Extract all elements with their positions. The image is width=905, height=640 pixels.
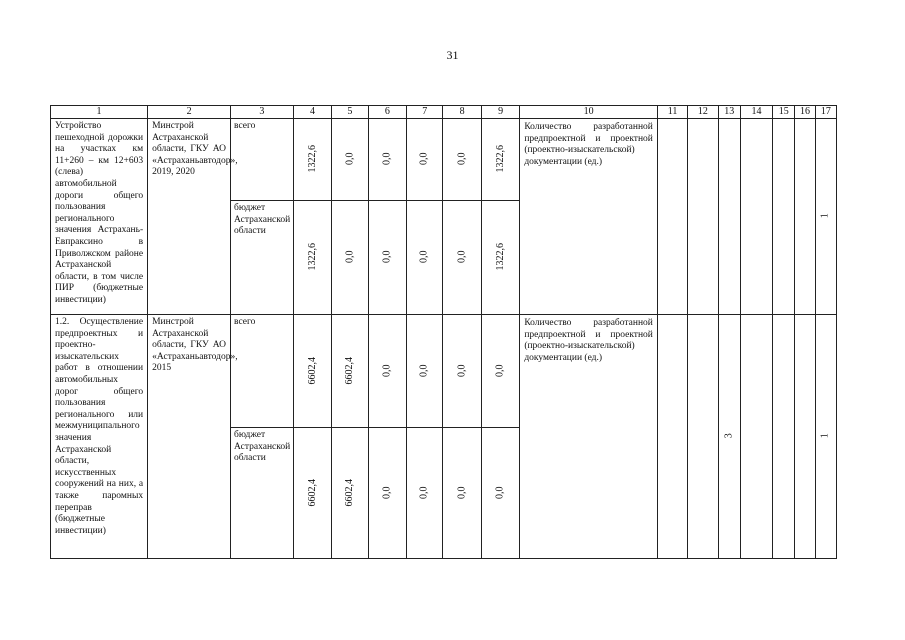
col-header: 14 xyxy=(740,106,772,119)
col-header: 17 xyxy=(815,106,836,119)
value-col8: 0,0 xyxy=(456,152,468,166)
col-header: 12 xyxy=(688,106,718,119)
col-header: 8 xyxy=(443,106,481,119)
value-col9: 0,0 xyxy=(494,364,506,377)
value-col4: 6602,4 xyxy=(306,478,318,507)
value-col4: 6602,4 xyxy=(306,356,318,385)
value-col9: 1322,6 xyxy=(494,145,506,173)
value-col7: 0,0 xyxy=(418,486,430,499)
value-col6: 0,0 xyxy=(381,486,393,499)
value-col5: 0,0 xyxy=(344,250,356,264)
funding-source-cell: всего xyxy=(231,119,294,201)
value-col4: 1322,6 xyxy=(306,243,318,271)
value-col8: 0,0 xyxy=(456,250,468,264)
value-col17: 1 xyxy=(820,213,832,219)
col-header: 4 xyxy=(293,106,331,119)
col-header: 6 xyxy=(368,106,406,119)
value-col7: 0,0 xyxy=(418,364,430,377)
funding-source-cell: бюджет Астраханской области xyxy=(231,201,294,315)
value-col8: 0,0 xyxy=(456,486,468,499)
col-header: 1 xyxy=(51,106,148,119)
value-col6: 0,0 xyxy=(381,250,393,264)
measure-name-cell: Устройство пешеходной дорожки на участках км 11+260 – км 12+603 (слева) автомобильной дороги общего пользования регионального значения Астрахань-Евпраксино в Приволжском районе Астраханской области, в том числе ПИР (бюджетные инвестиции) xyxy=(51,119,148,315)
funding-source-cell: всего xyxy=(231,315,294,428)
value-col9: 1322,6 xyxy=(494,243,506,271)
value-col7: 0,0 xyxy=(418,152,430,166)
page-number: 31 xyxy=(446,48,459,62)
header-row xyxy=(51,106,837,119)
executor-cell: Минстрой Астраханской области, ГКУ АО «Астраханьавтодор», 2019, 2020 xyxy=(148,119,231,315)
executor-cell: Минстрой Астраханской области, ГКУ АО «Астраханьавтодор», 2015 xyxy=(148,315,231,559)
col-header: 2 xyxy=(148,106,231,119)
value-col5: 6602,4 xyxy=(344,356,356,385)
col-header: 15 xyxy=(773,106,795,119)
value-col5: 0,0 xyxy=(344,152,356,166)
funding-source-cell: бюджет Астраханской области xyxy=(231,428,294,559)
program-table xyxy=(50,105,837,559)
table-row xyxy=(51,119,837,201)
indicator-cell: Количество разработанной предпроектной и проектной (проектно-изыскательской) документации (ед.) xyxy=(520,315,658,559)
value-col6: 0,0 xyxy=(381,152,393,166)
value-col6: 0,0 xyxy=(381,364,393,377)
col-header: 11 xyxy=(657,106,687,119)
col-header: 16 xyxy=(795,106,815,119)
col-header: 5 xyxy=(332,106,368,119)
value-col5: 6602,4 xyxy=(344,478,356,507)
value-col7: 0,0 xyxy=(418,250,430,264)
value-col8: 0,0 xyxy=(456,364,468,377)
col-header: 9 xyxy=(481,106,519,119)
col-header: 13 xyxy=(718,106,740,119)
value-col9: 0,0 xyxy=(494,486,506,499)
value-col13: 3 xyxy=(723,433,735,439)
col-header: 7 xyxy=(407,106,443,119)
indicator-cell: Количество разработанной предпроектной и проектной (проектно-изыскательской) документации (ед.) xyxy=(520,119,658,315)
value-col17: 1 xyxy=(820,433,832,439)
col-header: 3 xyxy=(231,106,294,119)
table-row xyxy=(51,315,837,428)
value-col4: 1322,6 xyxy=(306,145,318,173)
measure-name-cell: 1.2. Осуществление предпроектных и проектно-изыскательских работ в отношении автомобильных дорог общего пользования регионального или межмуниципального значения Астраханской области, искусственных сооружений на них, а также паромных переправ (бюджетные инвестиции) xyxy=(51,315,148,559)
col-header: 10 xyxy=(520,106,658,119)
